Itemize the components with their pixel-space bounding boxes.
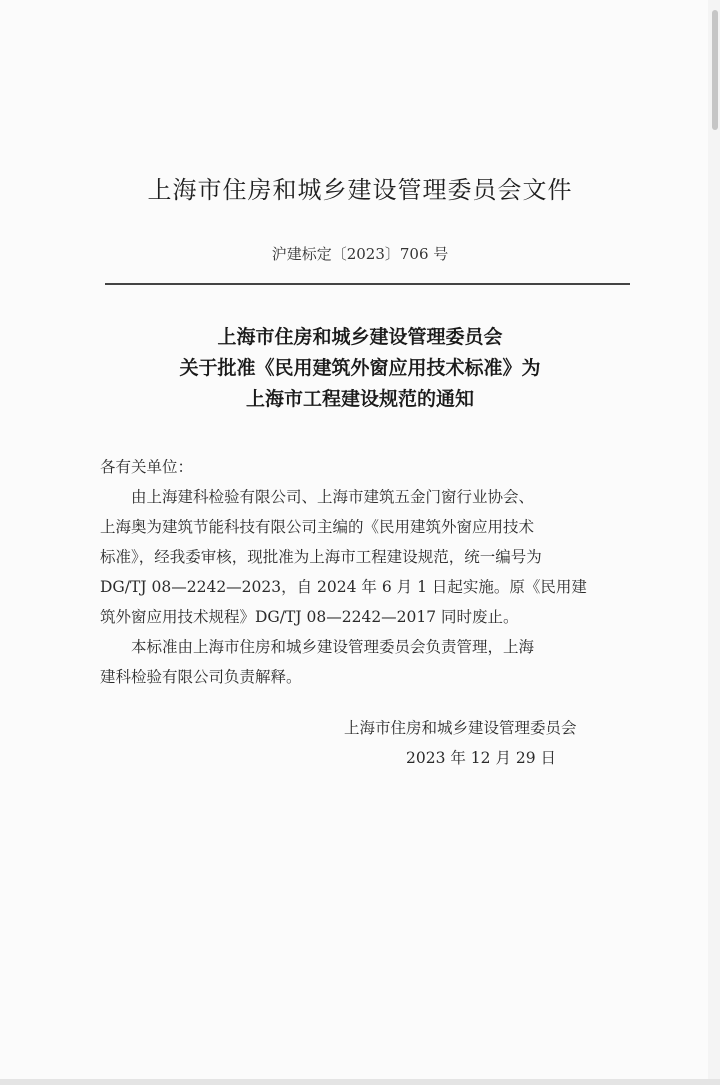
salutation: 各有关单位：	[100, 458, 194, 476]
signature-organization: 上海市住房和城乡建设管理委员会	[344, 719, 577, 737]
title-line-1: 上海市住房和城乡建设管理委员会	[217, 326, 503, 348]
paragraph-2-line-2: 建科检验有限公司负责解释。	[100, 668, 302, 686]
title-line-3: 上海市工程建设规范的通知	[245, 388, 474, 410]
paragraph-1-line-1: 由上海建科检验有限公司、上海市建筑五金门窗行业协会、	[131, 488, 535, 506]
title-line-2: 关于批准《民用建筑外窗应用技术标准》为	[179, 357, 541, 379]
document-number: 沪建标定〔2023〕706 号	[271, 245, 449, 263]
scrollbar-thumb[interactable]	[712, 10, 718, 130]
paragraph-1-line-2: 上海奥为建筑节能科技有限公司主编的《民用建筑外窗应用技术	[100, 518, 535, 536]
paragraph-2-line-1: 本标准由上海市住房和城乡建设管理委员会负责管理，上海	[131, 638, 535, 656]
paragraph-1-line-5: 筑外窗应用技术规程》DG/TJ 08—2242—2017 同时废止。	[100, 608, 519, 626]
header-divider	[105, 283, 630, 285]
notice-title	[0, 322, 720, 415]
notice-body	[100, 452, 630, 692]
bottom-edge	[0, 1079, 720, 1085]
paragraph-1-line-3: 标准》，经我委审核，现批准为上海市工程建设规范，统一编号为	[100, 548, 542, 566]
signature-date: 2023 年 12 月 29 日	[406, 749, 557, 767]
paragraph-1-line-4: DG/TJ 08—2242—2023，自 2024 年 6 月 1 日起实施。原《民用建	[100, 578, 587, 596]
issuer-header: 上海市住房和城乡建设管理委员会文件	[147, 176, 573, 204]
